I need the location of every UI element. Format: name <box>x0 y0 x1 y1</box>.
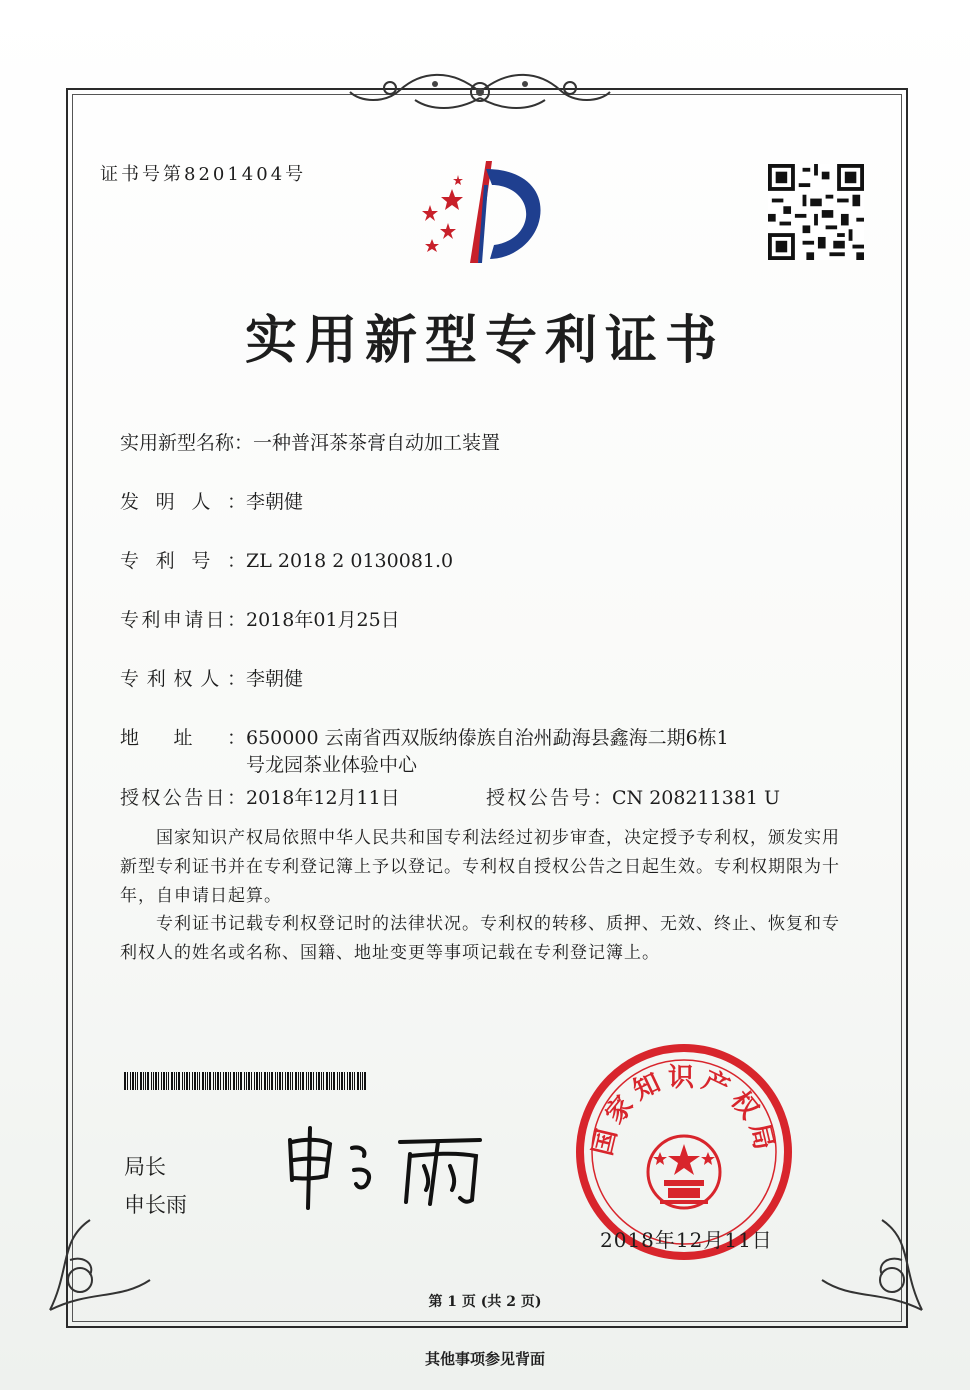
certificate-title: 实用新型专利证书 <box>244 311 725 371</box>
director-title: 局长 <box>124 1155 166 1179</box>
filing-date-label: 专利申请日： <box>120 609 246 631</box>
address-line-2-row <box>246 750 417 777</box>
patent-number-label: 专利号： <box>120 550 246 572</box>
inventor-label: 发明人： <box>120 491 246 513</box>
grant-number-label: 授权公告号： <box>486 787 612 809</box>
patent-number-row <box>120 546 453 573</box>
grant-number-row <box>486 783 780 810</box>
filing-date-row <box>120 605 400 632</box>
body-paragraph-1: 国家知识产权局依照中华人民共和国专利法经过初步审查，决定授予专利权，颁发实用新型专利证书并在专利登记簿上予以登记。专利权自授权公告之日起生效。专利权期限为十年，自申请日起算。 <box>120 828 840 906</box>
grant-number-value: CN 208211381 U <box>612 787 781 809</box>
grant-date-label: 授权公告日： <box>120 787 246 809</box>
signature-icon <box>280 1120 500 1210</box>
body-paragraph-2: 专利证书记载专利权登记时的法律状况。专利权的转移、质押、无效、终止、恢复和专利权人的姓名或名称、国籍、地址变更等事项记载在专利登记簿上。 <box>120 914 840 963</box>
patent-number-value: ZL 2018 2 0130081.0 <box>246 550 454 572</box>
seal-date: 2018年12月11日 <box>600 1228 773 1252</box>
grant-date-value: 2018年12月11日 <box>246 787 400 809</box>
address-label: 地址： <box>120 727 246 749</box>
patentee-row <box>120 664 303 691</box>
filing-date-value: 2018年01月25日 <box>246 609 400 631</box>
footer-note: 其他事项参见背面 <box>424 1350 545 1368</box>
top-ornament-icon <box>330 62 630 120</box>
director-block <box>124 1148 187 1224</box>
barcode-icon <box>124 1072 370 1090</box>
grant-date-row <box>120 783 400 810</box>
address-line-2: 号龙园茶业体验中心 <box>246 754 418 776</box>
patentee-label: 专利权人： <box>120 668 246 690</box>
director-name: 申长雨 <box>124 1193 187 1217</box>
cnipa-emblem-icon <box>408 155 558 275</box>
seal-text: 国家知识产权局 <box>587 1063 781 1159</box>
patentee-value: 李朝健 <box>246 668 304 690</box>
qr-code-icon <box>768 164 864 260</box>
inventor-value: 李朝健 <box>246 491 304 513</box>
address-row <box>120 723 729 750</box>
page-number: 第 1 页 (共 2 页) <box>428 1294 542 1310</box>
utility-model-name-row <box>120 428 500 455</box>
name-value: 一种普洱茶茶膏自动加工装置 <box>253 432 501 454</box>
certificate-number: 证书号第8201404号 <box>100 164 307 185</box>
address-line-1: 650000 云南省西双版纳傣族自治州勐海县鑫海二期6栋1 <box>246 727 729 749</box>
inventor-row <box>120 487 303 514</box>
name-label: 实用新型名称： <box>120 432 254 454</box>
